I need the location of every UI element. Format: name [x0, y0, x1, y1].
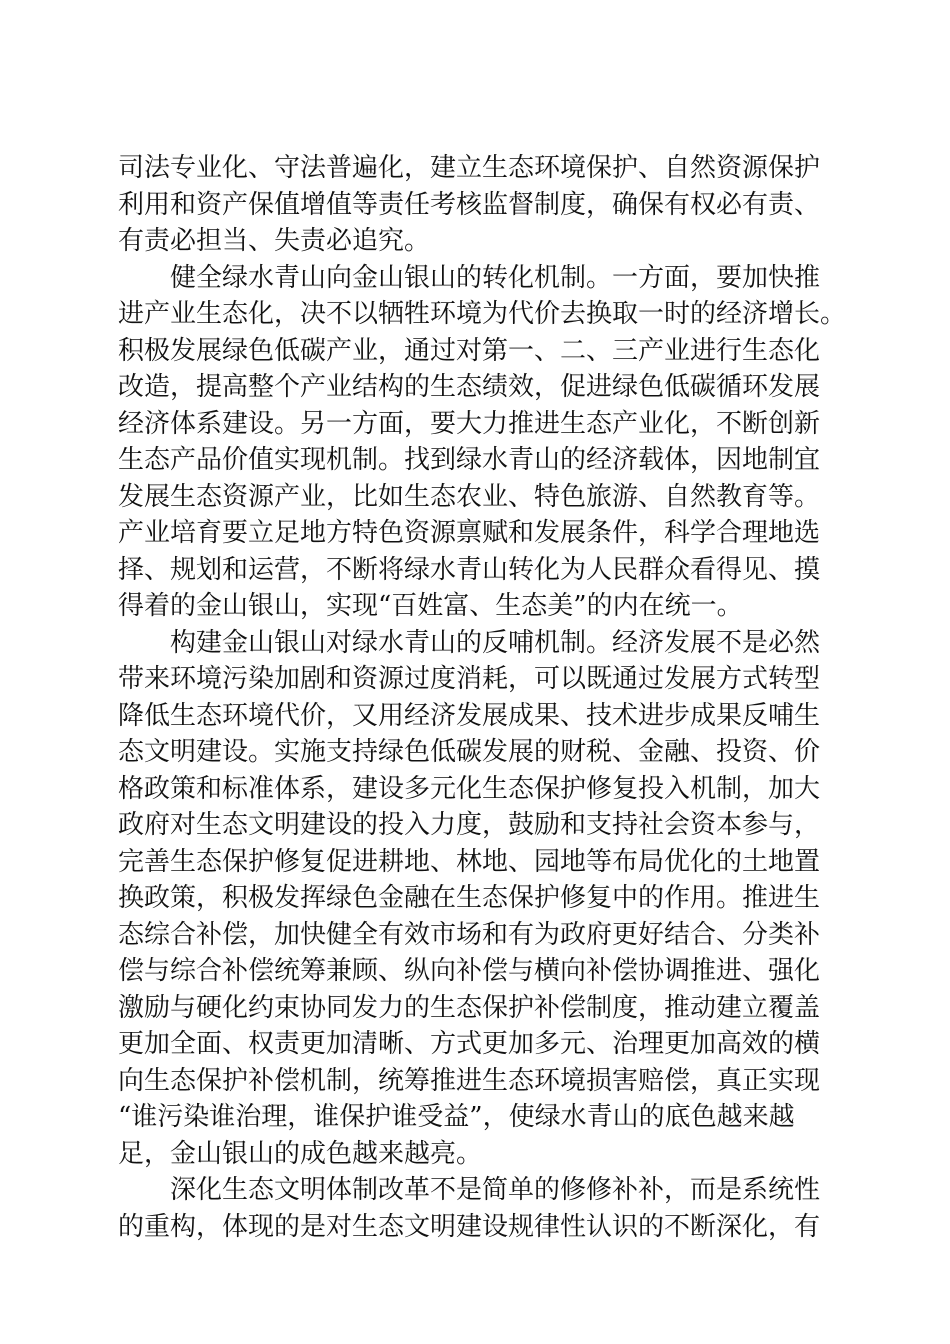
text-line: 深化生态文明体制改革不是简单的修修补补，而是系统性	[118, 1175, 821, 1205]
text-line: 经济体系建设。另一方面，要大力推进生态产业化，不断创新	[118, 408, 821, 439]
text-line: 择、规划和运营，不断将绿水青山转化为人民群众看得见、摸	[118, 554, 821, 585]
text-line: 的重构，体现的是对生态文明建设规律性认识的不断深化，有	[118, 1211, 821, 1242]
text-line: 得着的金山银山，实现“百姓富、生态美”的内在统一。	[118, 591, 743, 621]
text-line: 换政策，积极发挥绿色金融在生态保护修复中的作用。推进生	[118, 883, 821, 913]
text-line: 更加全面、权责更加清晰、方式更加多元、治理更加高效的横	[118, 1029, 821, 1059]
text-line: 有责必担当、失责必追究。	[118, 226, 431, 256]
text-line: 产业培育要立足地方特色资源禀赋和发展条件，科学合理地选	[118, 518, 821, 548]
text-line: 态综合补偿，加快健全有效市场和有为政府更好结合、分类补	[118, 919, 821, 950]
text-line: 激励与硬化约束协同发力的生态保护补偿制度，推动建立覆盖	[118, 992, 821, 1023]
text-line: 健全绿水青山向金山银山的转化机制。一方面，要加快推	[118, 262, 821, 293]
text-line: 偿与综合补偿统筹兼顾、纵向补偿与横向补偿协调推进、强化	[118, 956, 821, 986]
text-line: 政府对生态文明建设的投入力度，鼓励和支持社会资本参与，	[118, 810, 821, 840]
text-line: 格政策和标准体系，建设多元化生态保护修复投入机制，加大	[118, 773, 821, 804]
text-line: “谁污染谁治理，谁保护谁受益”，使绿水青山的底色越来越	[118, 1102, 795, 1132]
text-line: 生态产品价值实现机制。找到绿水青山的经济载体，因地制宜	[118, 445, 821, 475]
text-line: 完善生态保护修复促进耕地、林地、园地等布局优化的土地置	[118, 846, 821, 877]
body-text	[118, 150, 847, 1245]
text-line: 带来环境污染加剧和资源过度消耗，可以既通过发展方式转型	[118, 664, 821, 694]
text-line: 向生态保护补偿机制，统筹推进生态环境损害赔偿，真正实现	[118, 1065, 821, 1096]
text-line: 改造，提高整个产业结构的生态绩效，促进绿色低碳循环发展	[118, 372, 821, 402]
text-line: 构建金山银山对绿水青山的反哺机制。经济发展不是必然	[118, 627, 821, 658]
text-line: 发展生态资源产业，比如生态农业、特色旅游、自然教育等。	[118, 481, 821, 512]
text-line: 足，金山银山的成色越来越亮。	[118, 1138, 483, 1169]
text-line: 积极发展绿色低碳产业，通过对第一、二、三产业进行生态化	[118, 335, 821, 366]
text-line: 降低生态环境代价，又用经济发展成果、技术进步成果反哺生	[118, 700, 821, 731]
text-line: 司法专业化、守法普遍化，建立生态环境保护、自然资源保护	[118, 153, 821, 183]
text-line: 利用和资产保值增值等责任考核监督制度，确保有权必有责、	[118, 189, 821, 220]
text-line: 态文明建设。实施支持绿色低碳发展的财税、金融、投资、价	[118, 737, 821, 767]
text-line: 进产业生态化，决不以牺牲环境为代价去换取一时的经济增长。	[118, 299, 847, 329]
